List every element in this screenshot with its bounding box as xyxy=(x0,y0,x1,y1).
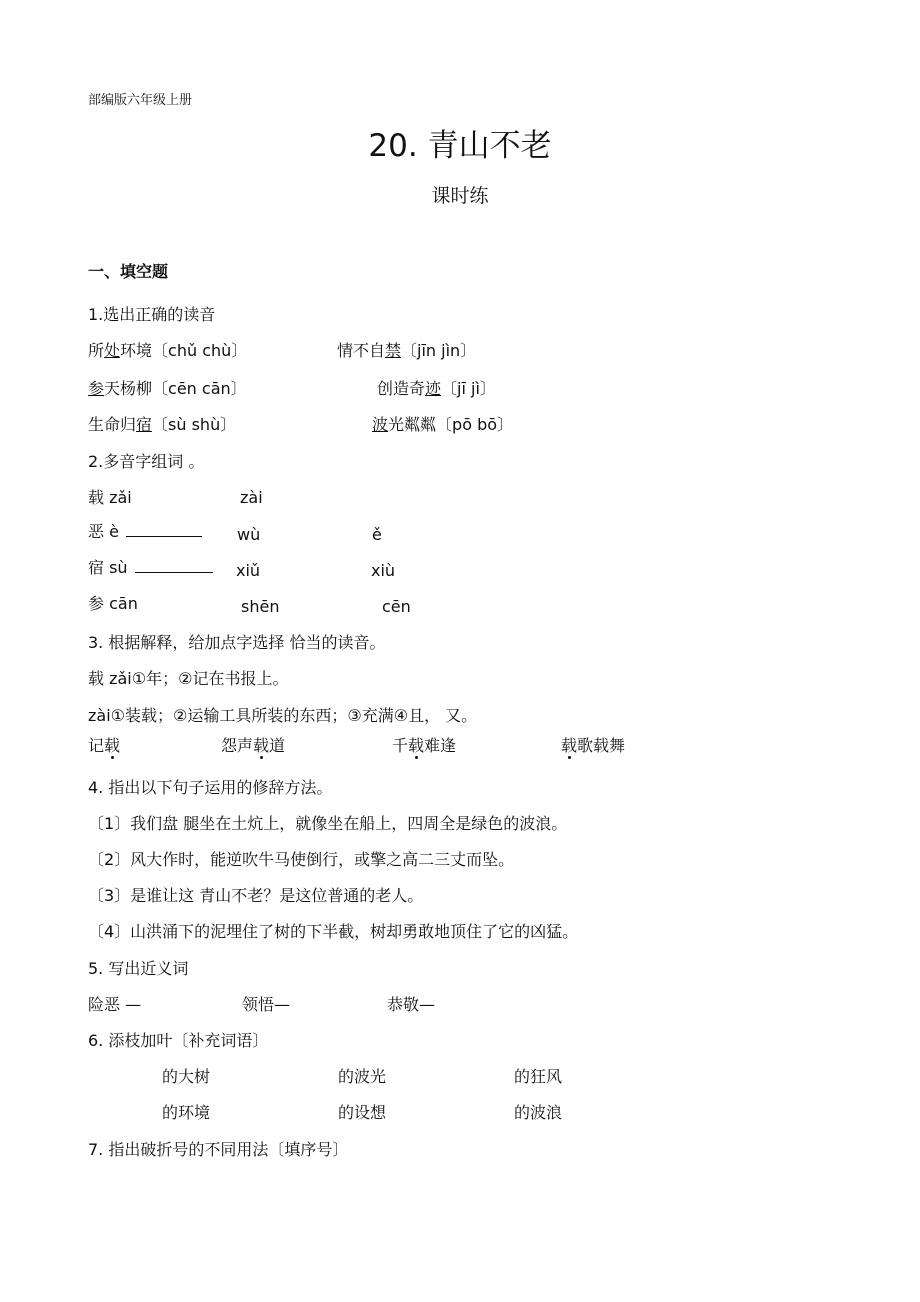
q6-item-4: 的环境 xyxy=(162,1103,211,1122)
dotted-char: 载 xyxy=(253,736,270,755)
underlined-char: 波 xyxy=(372,415,389,434)
circled-number: ④ xyxy=(393,706,409,725)
underlined-char: 处 xyxy=(104,341,121,360)
q2-row-2-pinyin-2: wù xyxy=(237,525,261,544)
q3-prompt: 3. 根据解释，给加点字选择 恰当的读音。 xyxy=(88,633,386,652)
circled-number: ① xyxy=(131,669,147,688)
q6-item-1: 的大树 xyxy=(162,1067,211,1086)
pinyin-options: 〔jī jì〕 xyxy=(441,379,496,398)
underlined-char: 迹 xyxy=(425,379,442,398)
q1-item-3: 参天杨柳〔cēn cān〕 xyxy=(88,379,247,398)
q4-sentence-2: 〔2〕风大作时，能逆吹牛马使倒行，或擎之高二三丈而坠。 xyxy=(88,850,515,869)
circled-number: ② xyxy=(173,706,188,725)
pinyin-options: 〔jīn jìn〕 xyxy=(401,341,477,360)
dotted-char: 载 xyxy=(561,736,578,755)
q3-word-3: 千载难逢 xyxy=(392,736,457,755)
q4-sentence-1: 〔1〕我们盘 腿坐在土炕上，就像坐在船上，四周全是绿色的波浪。 xyxy=(88,814,568,833)
page-subtitle: 课时练 xyxy=(431,185,489,207)
q6-prompt: 6. 添枝加叶〔补充词语〕 xyxy=(88,1031,269,1050)
q2-row-3-pinyin-2: xiǔ xyxy=(236,561,261,580)
q1-item-1: 所处环境〔chǔ chù〕 xyxy=(88,341,248,360)
q5-item-1: 险恶 — xyxy=(88,995,142,1014)
q2-prompt: 2.多音字组词 。 xyxy=(88,452,205,471)
section-heading: 一、填空题 xyxy=(88,262,169,281)
answer-blank[interactable] xyxy=(126,524,202,537)
q3-zai3-meanings: 载 zǎi①年；②记在书报上。 xyxy=(88,669,289,688)
q4-sentence-3: 〔3〕是谁让这 青山不老？是这位普通的老人。 xyxy=(88,886,424,905)
circled-number: ② xyxy=(178,669,193,688)
q2-row-3-char: 宿 sù xyxy=(88,560,213,576)
q1-item-4: 创造奇迹〔jī jì〕 xyxy=(377,379,496,398)
answer-blank[interactable] xyxy=(135,560,213,573)
underlined-char: 禁 xyxy=(385,341,402,360)
q1-item-2: 情不自禁〔jīn jìn〕 xyxy=(337,341,477,360)
q6-item-5: 的设想 xyxy=(338,1103,387,1122)
pinyin-options: 〔cēn cān〕 xyxy=(152,379,247,398)
q2-row-4-char: 参 cān xyxy=(88,594,138,613)
q6-item-2: 的波光 xyxy=(338,1067,387,1086)
dotted-char: 载 xyxy=(408,736,425,755)
q2-row-1-char: 载 zǎi xyxy=(88,488,132,507)
q2-row-2-char: 恶 è xyxy=(88,524,202,540)
q5-prompt: 5. 写出近义词 xyxy=(88,959,189,978)
q1-item-5: 生命归宿〔sù shù〕 xyxy=(88,415,237,434)
q3-word-1: 记载 xyxy=(88,736,121,755)
circled-number: ③ xyxy=(347,706,362,725)
q5-item-2: 领悟— xyxy=(242,995,291,1014)
edition-label: 部编版六年级上册 xyxy=(88,93,193,108)
q3-word-2: 怨声载道 xyxy=(221,736,286,755)
pinyin-options: 〔sù shù〕 xyxy=(152,415,237,434)
q3-zai4-meanings: zài①装载；②运输工具所装的东西；③充满④且， 又。 xyxy=(88,706,478,725)
q3-word-4: 载歌载舞 xyxy=(561,736,626,755)
q6-item-6: 的波浪 xyxy=(514,1103,563,1122)
page-title: 20. 青山不老 xyxy=(368,128,552,164)
pinyin-options: 〔pō bō〕 xyxy=(436,415,514,434)
q4-sentence-4: 〔4〕山洪涌下的泥埋住了树的下半截，树却勇敢地顶住了它的凶猛。 xyxy=(88,922,579,941)
q7-prompt: 7. 指出破折号的不同用法〔填序号〕 xyxy=(88,1140,349,1159)
q6-item-3: 的狂风 xyxy=(514,1067,563,1086)
q4-prompt: 4. 指出以下句子运用的修辞方法。 xyxy=(88,778,333,797)
q5-item-3: 恭敬— xyxy=(387,995,436,1014)
circled-number: ① xyxy=(110,706,125,725)
underlined-char: 参 xyxy=(88,379,105,398)
q2-row-1-pinyin-2: zài xyxy=(240,488,263,507)
q2-row-2-pinyin-3: ě xyxy=(372,525,382,544)
pinyin-options: 〔chǔ chù〕 xyxy=(152,341,248,360)
dotted-char: 载 xyxy=(104,736,121,755)
q2-row-4-pinyin-2: shēn xyxy=(241,597,280,616)
q2-row-4-pinyin-3: cēn xyxy=(382,597,411,616)
q1-item-6: 波光粼粼〔pō bō〕 xyxy=(372,415,514,434)
q1-prompt: 1.选出正确的读音 xyxy=(88,305,216,324)
q2-row-3-pinyin-3: xiù xyxy=(371,561,396,580)
underlined-char: 宿 xyxy=(136,415,153,434)
